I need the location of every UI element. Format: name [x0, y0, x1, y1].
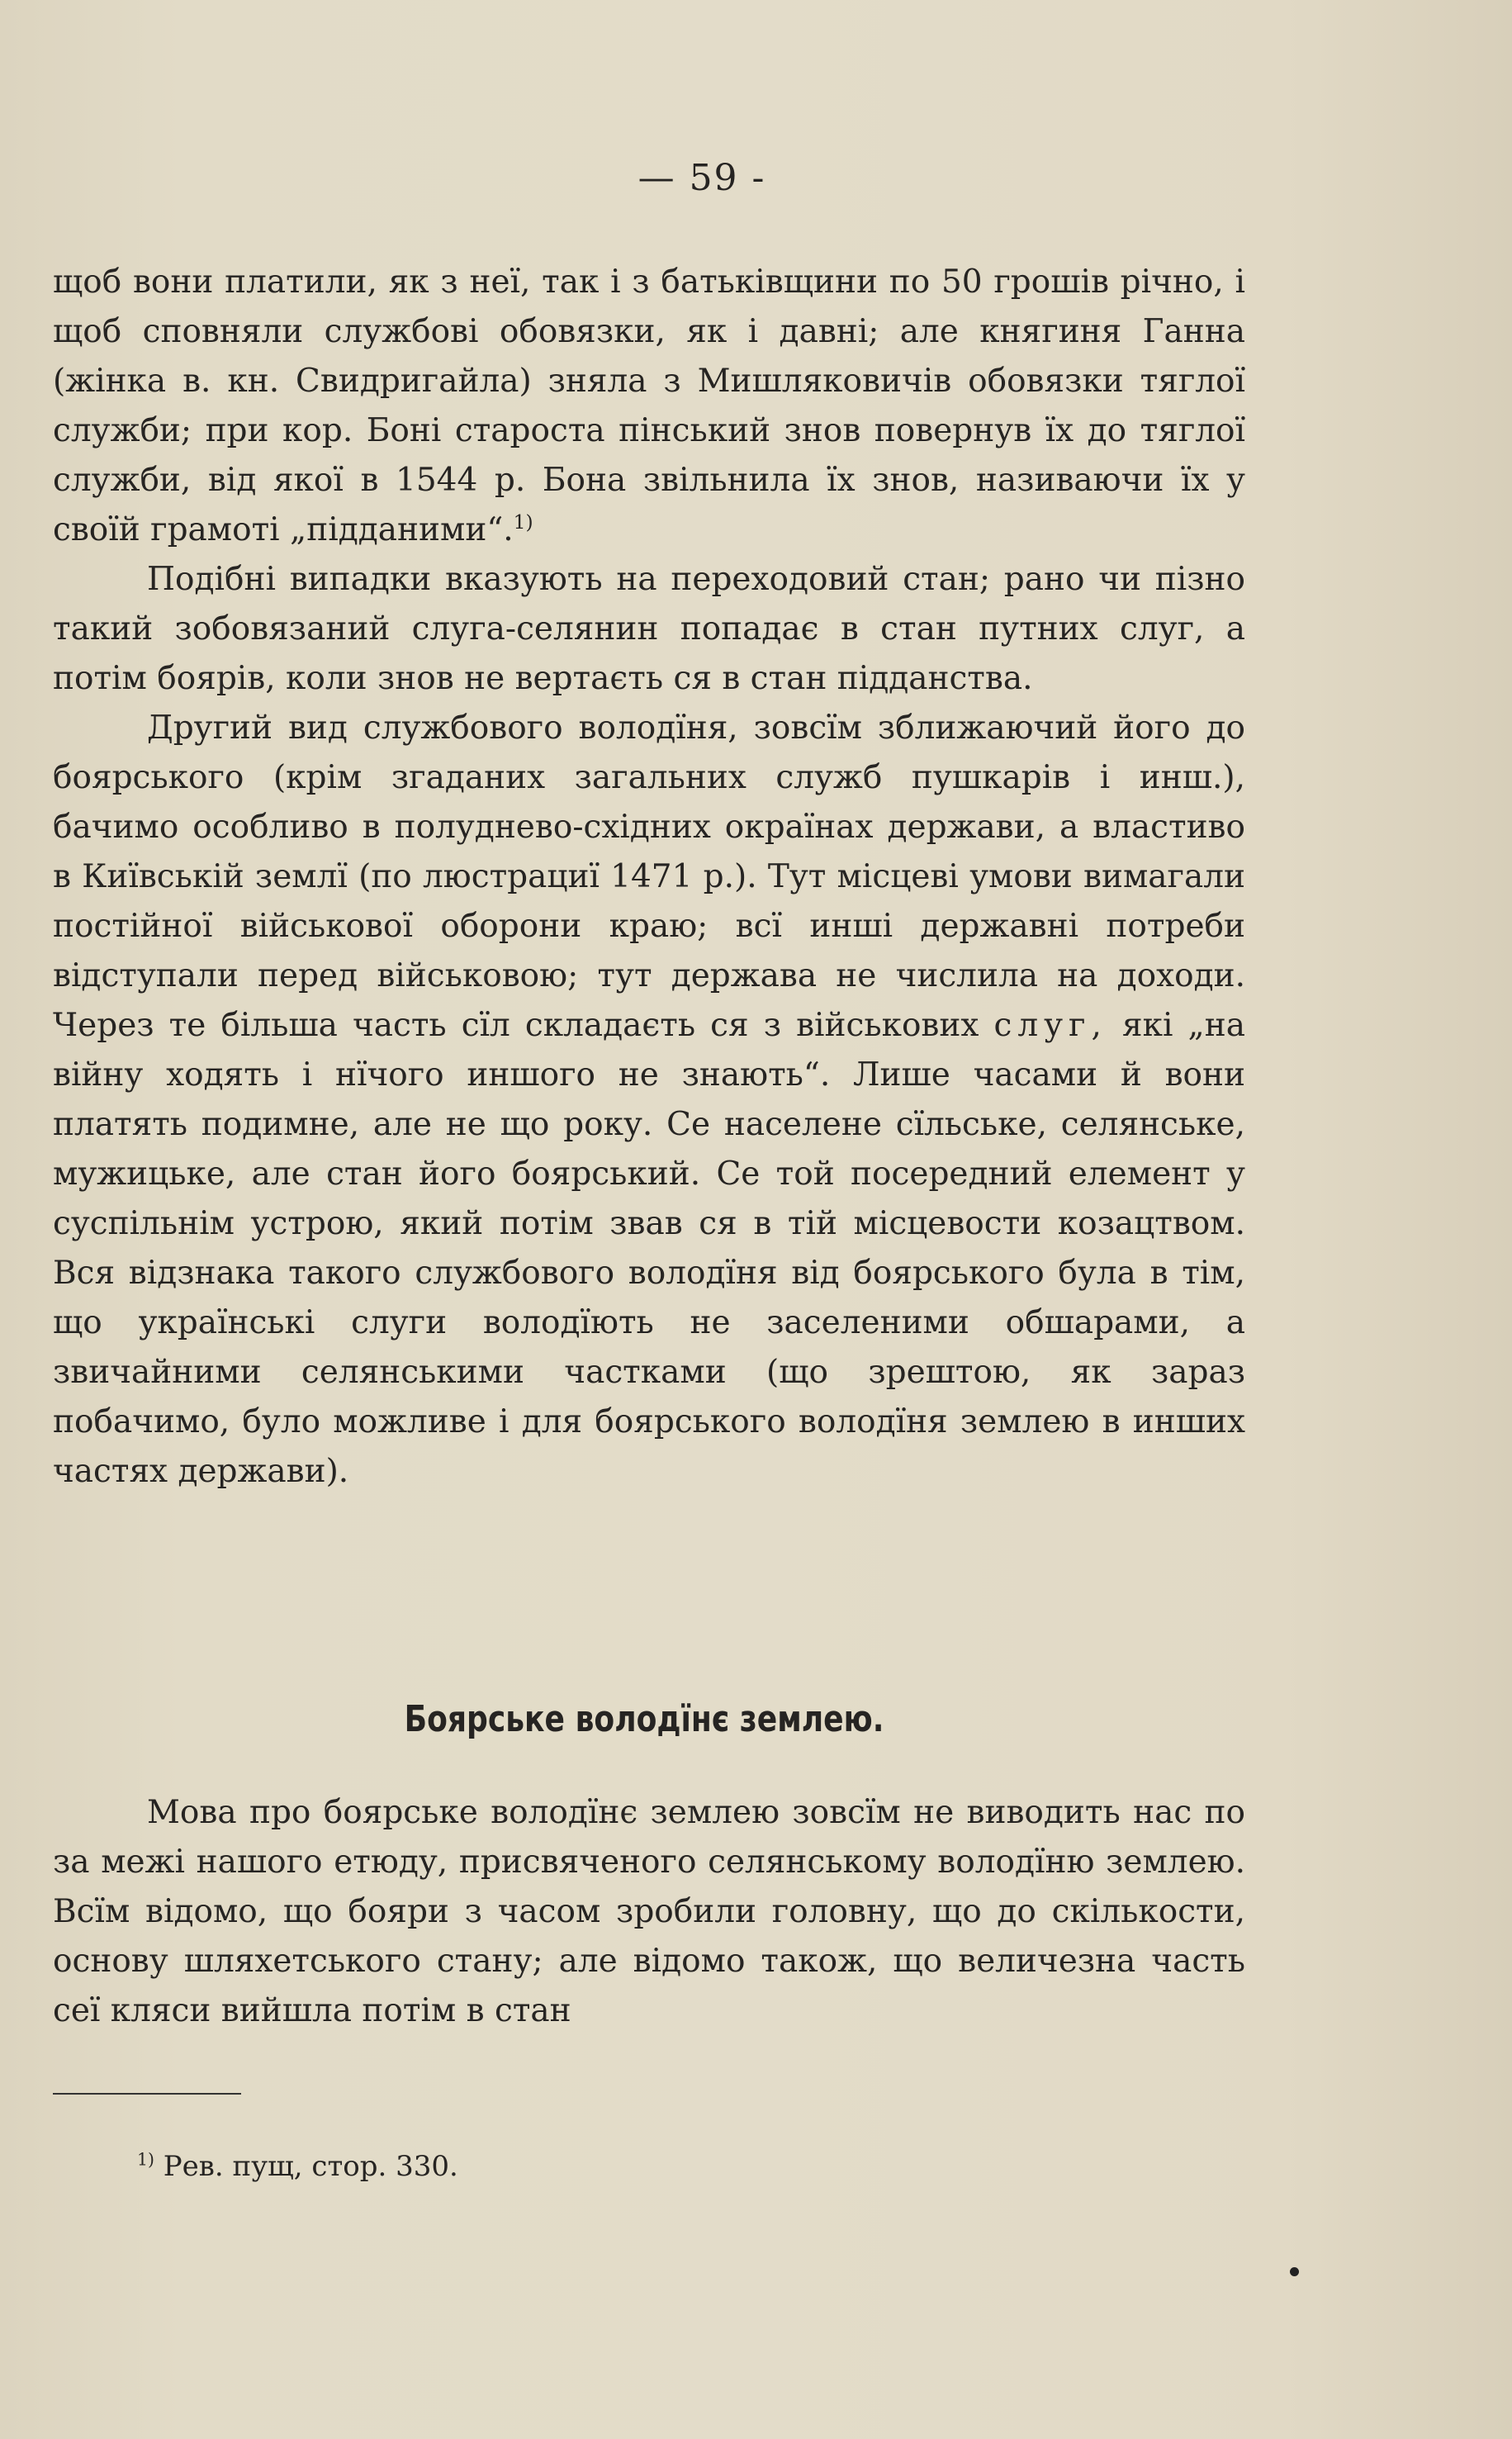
paragraph-1	[53, 258, 1245, 555]
paragraph-2: Подібні випадки вказують на переходовий стан; рано чи пізно такий зобовязаний слуга-селянин попадає в стан путних слуг, а потім боярів, коли знов не вертаєть ся в стан підданства.	[53, 561, 1245, 697]
footnote-marker: 1)	[137, 2149, 154, 2170]
footnote-reference: 1)	[513, 510, 533, 534]
paragraph-3-text-a: Другий вид службового володїня, зовсїм зближаючий його до боярського (крім згаданих загальних служб пушкарів і инш.), бачимо особливо в полуднево-східних окраїнах держави, а властиво в Київській землї (по люстрациї 1471 р.). Тут місцеві умови вимагали постійної військової оборони краю; всї инші державні потреби відступали перед військовою; тут держава не числила на доходи. Через те більша часть сїл складаєть ся з військових	[53, 709, 1245, 1044]
body-text-top	[53, 258, 1245, 1497]
footnote-text: Рев. пущ, стор. 330.	[163, 2150, 458, 2183]
paragraph-4: Мова про боярське володїнє землею зовсїм не виводить нас по за межі нашого етюду, присвяченого селянському володїню землею. Всїм відомо, що бояри з часом зробили головну, що до скількости, основу шляхетського стану; але відомо також, що величезна часть сеї кляси вийшла потім в стан	[53, 1794, 1245, 2029]
ink-speck	[1290, 2267, 1299, 2276]
body-text-bottom	[53, 1788, 1245, 2036]
footnote	[137, 2146, 458, 2187]
paragraph-1-text: щоб вони платили, як з неї, так і з батьківщини по 50 грошів річно, і щоб сповняли службові обовязки, як і давні; але княгиня Ганна (жінка в. кн. Свидригайла) зняла з Мишляковичів обовязки тяглої служби; при кор. Боні староста пінський знов повернув їх до тяглої служби, від якої в 1544 р. Бона звільнила їх знов, називаючи їх у своїй грамоті „підданими“.	[53, 263, 1245, 548]
page-number: — 59 -	[638, 157, 766, 199]
footnote-divider	[53, 2093, 241, 2095]
paragraph-3-text-b: які „на війну ходять і нїчого иншого не знають“. Лише часами й вони платять подимне, але не що року. Се населене сїльське, селянське, мужицьке, але стан його боярський. Се той посередний елемент у суспільнім устрою, який потім звав ся в тій місцевости козацтвом. Вся відзнака такого службового володїня від боярського була в тім, що українські слуги володїють не заселеними обшарами, а звичайними селянськими частками (що зрештою, як зараз побачимо, було можливе і для боярського володїня землею в инших частях держави).	[53, 1007, 1245, 1490]
section-heading: Боярське володїнє землею.	[404, 1698, 884, 1740]
paragraph-3-emphasis: слуг,	[993, 1007, 1107, 1044]
paragraph-3	[53, 704, 1245, 1497]
